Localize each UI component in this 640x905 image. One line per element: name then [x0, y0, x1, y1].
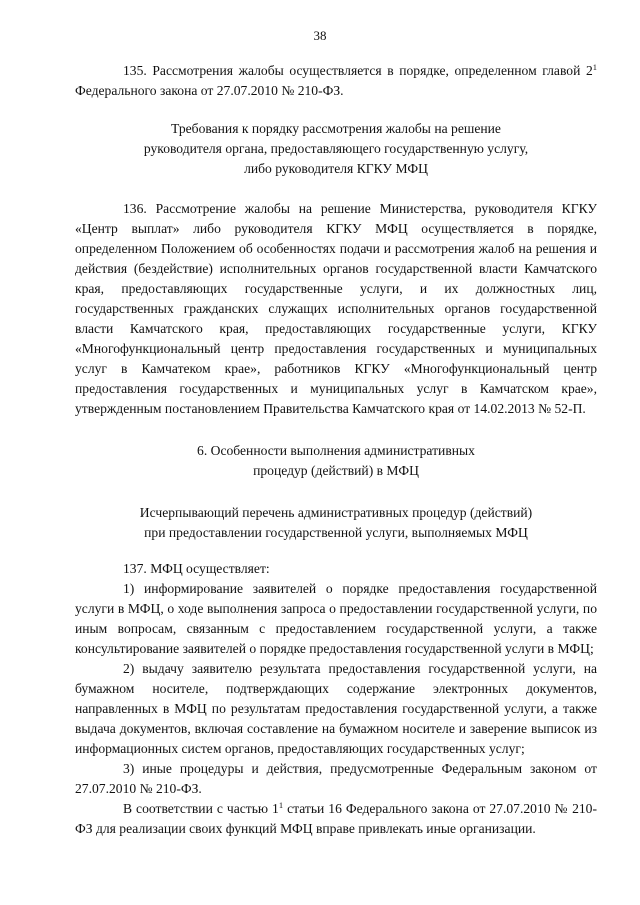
- paragraph-final: [75, 799, 597, 839]
- paragraph-135: [75, 61, 597, 101]
- heading-line: руководителя органа, предоставляющего государственную услугу,: [143, 141, 529, 156]
- paragraph-135-text-end: Федерального закона от 27.07.2010 № 210-ФЗ.: [75, 83, 344, 98]
- paragraph-137: 137. МФЦ осуществляет:: [123, 561, 270, 576]
- list-item-1: 1) информирование заявителей о порядке предоставления государственной услуги в МФЦ, о ходе выполнения запроса о предоставлении государственной услуги, по иным вопросам, связанным с предоставлением государственной услуги, а также консультирование заявителей о порядке предоставления государственной услуги в МФЦ;: [75, 581, 597, 656]
- section-heading-procedures-list: [75, 503, 597, 543]
- paragraph-final-text: В соответствии с частью 1: [123, 801, 279, 816]
- paragraph-136: 136. Рассмотрение жалобы на решение Министерства, руководителя КГКУ «Центр выплат» либо руководителя КГКУ МФЦ осуществляется в порядке, определенном Положением об особенностях подачи и рассмотрения жалоб на решения и действия (бездействие) исполнительных органов государственной власти Камчатского края, предоставляющих государственные услуги, и их должностных лиц, государственных гражданских служащих исполнительных органов государственной власти Камчатского края, предоставляющих государственные услуги, КГКУ «Многофункциональный центр предоставления государственных и муниципальных услуг в Камчатеком крае», работников КГКУ «Многофункциональный центр предоставления государственных и муниципальных услуг в Камчатском крае», утвержденным постановлением Правительства Камчатского края от 14.02.2013 № 52-П.: [75, 201, 597, 416]
- heading-line: процедур (действий) в МФЦ: [253, 463, 419, 478]
- document-body: [75, 61, 597, 839]
- page-number: 38: [313, 28, 327, 43]
- heading-line: либо руководителя КГКУ МФЦ: [244, 161, 428, 176]
- heading-line: Исчерпывающий перечень административных процедур (действий): [139, 505, 533, 520]
- list-item-2: 2) выдачу заявителю результата предоставления государственной услуги, на бумажном носителе, подтверждающих содержание электронных документов, направленных в МФЦ по результатам предоставления государственной услуги, а также выдача документов, включая составление на бумажном носителе и заверение выписок из информационных систем органов, предоставляющих государственных услуг;: [75, 661, 597, 756]
- section-heading-mfc-features: [75, 441, 597, 481]
- superscript-marker: 1: [278, 800, 284, 810]
- list-item-3: 3) иные процедуры и действия, предусмотренные Федеральным законом от 27.07.2010 № 210-ФЗ.: [75, 761, 597, 796]
- paragraph-final-text-end: статьи 16 Федерального закона от 27.07.2010 № 210-ФЗ для реализации своих функций МФЦ вправе привлекать иные организации.: [75, 801, 597, 836]
- heading-line: Требования к порядку рассмотрения жалобы на решение: [171, 121, 501, 136]
- heading-line: при предоставлении государственной услуги, выполняемых МФЦ: [144, 525, 528, 540]
- superscript-marker: 1: [592, 62, 597, 72]
- section-heading-complaint-requirements: [75, 119, 597, 179]
- paragraph-135-text: 135. Рассмотрения жалобы осуществляется в порядке, определенном главой 2: [123, 63, 593, 78]
- heading-line: 6. Особенности выполнения административных: [197, 443, 475, 458]
